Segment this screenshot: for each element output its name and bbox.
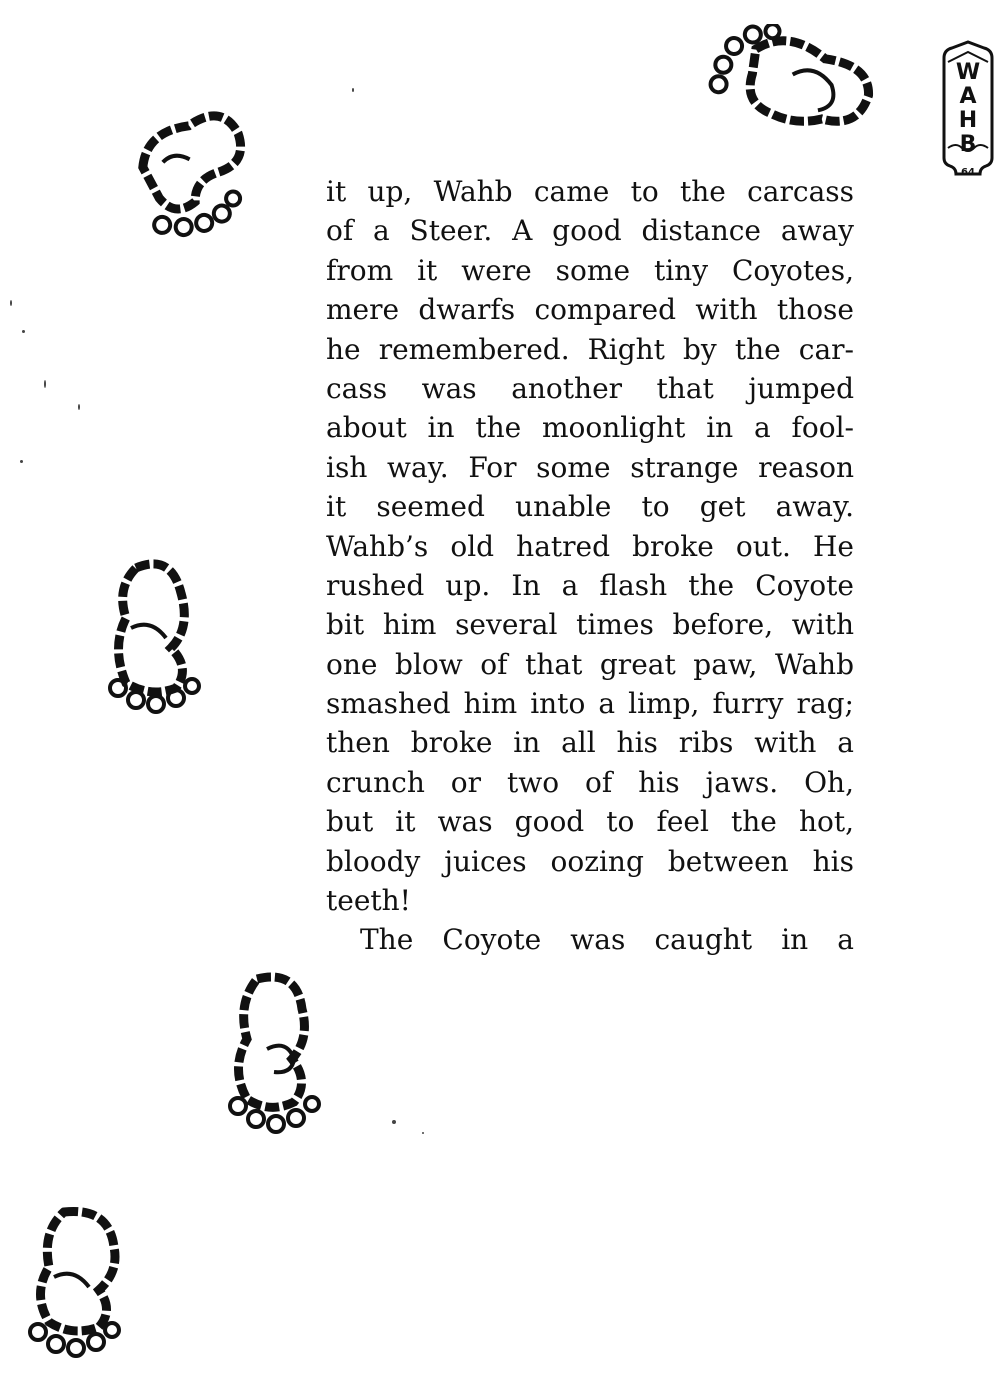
text-line: teeth! bbox=[326, 884, 411, 918]
ink-speck bbox=[392, 1120, 396, 1124]
text-line: of a Steer. A good distance away bbox=[326, 214, 854, 248]
text-line: bloody juices oozing between his bbox=[326, 844, 854, 878]
text-line: rushed up. In a flash the Coyote bbox=[326, 568, 854, 602]
text-line: it up, Wahb came to the carcass bbox=[326, 175, 854, 208]
thumb-tab-page-number: 64 bbox=[961, 167, 975, 178]
thumb-tab-letter-3: H bbox=[958, 108, 978, 133]
ink-speck bbox=[352, 88, 354, 92]
text-line: bit him several times before, with bbox=[326, 608, 854, 642]
thumb-tab-letter-1: W bbox=[955, 60, 981, 85]
text-line: mere dwarfs compared with those bbox=[326, 293, 854, 327]
text-line: about in the moonlight in a fool- bbox=[326, 411, 854, 445]
thumb-tab-letter-4: B bbox=[959, 132, 977, 157]
text-line: one blow of that great paw, Wahb bbox=[326, 647, 854, 681]
thumb-tab-letter-2: A bbox=[959, 84, 977, 109]
ink-speck bbox=[422, 1132, 424, 1134]
chapter-thumb-tab bbox=[940, 40, 996, 182]
ink-speck bbox=[44, 380, 46, 388]
ink-speck bbox=[22, 330, 25, 333]
ink-speck bbox=[10, 300, 12, 306]
text-line: from it were some tiny Coyotes, bbox=[326, 253, 854, 287]
text-line: The Coyote was caught in a bbox=[360, 923, 854, 957]
bear-paw-print-icon bbox=[112, 104, 277, 244]
ink-speck bbox=[20, 460, 23, 463]
text-line: but it was good to feel the hot, bbox=[326, 805, 854, 839]
text-line: he remembered. Right by the car- bbox=[326, 332, 854, 366]
text-line: crunch or two of his jaws. Oh, bbox=[326, 765, 854, 799]
text-line: ish way. For some strange reason bbox=[326, 450, 854, 484]
bear-paw-print-icon bbox=[14, 1202, 139, 1370]
bear-paw-print-icon bbox=[96, 548, 216, 728]
text-line: then broke in all his ribs with a bbox=[326, 726, 854, 760]
text-line: cass was another that jumped bbox=[326, 371, 854, 405]
bear-paw-print-icon bbox=[212, 964, 332, 1149]
text-line: Wahb’s old hatred broke out. He bbox=[326, 529, 854, 563]
ink-speck bbox=[78, 404, 80, 410]
text-line: smashed him into a limp, furry rag; bbox=[326, 687, 854, 721]
body-text bbox=[326, 172, 854, 960]
text-line: it seemed unable to get away. bbox=[326, 490, 854, 524]
bear-paw-print-icon bbox=[692, 24, 887, 134]
